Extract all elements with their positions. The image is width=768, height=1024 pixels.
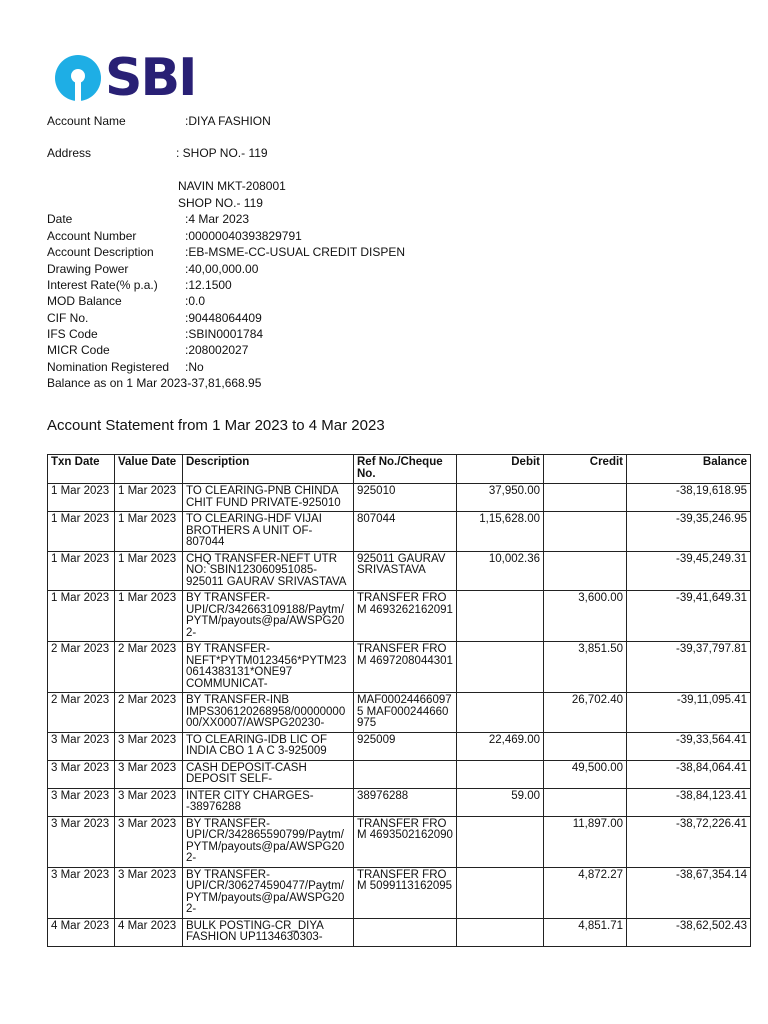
cell-description: TO CLEARING-HDF VIJAI BROTHERS A UNIT OF-807044 <box>183 512 354 552</box>
cell-txn-date: 2 Mar 2023 <box>48 693 115 733</box>
cell-value-date: 1 Mar 2023 <box>115 551 183 591</box>
cell-debit <box>457 816 544 867</box>
cell-txn-date: 3 Mar 2023 <box>48 788 115 816</box>
cell-balance: -39,35,246.95 <box>627 512 751 552</box>
cell-description: BY TRANSFER-NEFT*PYTM0123456*PYTM230614383131*ONE97 COMMUNICAT- <box>183 642 354 693</box>
account-value: NAVIN MKT-208001 <box>178 179 286 193</box>
cell-balance: -38,67,354.14 <box>627 867 751 918</box>
account-label: CIF No. <box>47 311 89 325</box>
cell-debit <box>457 693 544 733</box>
cell-debit: 59.00 <box>457 788 544 816</box>
cell-ref-no: TRANSFER FROM 4693502162090 <box>354 816 457 867</box>
account-label: Interest Rate(% p.a.) <box>47 278 158 292</box>
sbi-logo <box>55 48 196 108</box>
account-label: Account Description <box>47 245 154 259</box>
cell-credit: 3,851.50 <box>544 642 627 693</box>
cell-credit: 4,851.71 <box>544 918 627 946</box>
cell-balance: -38,62,502.43 <box>627 918 751 946</box>
account-value: :90448064409 <box>185 311 262 325</box>
cell-value-date: 2 Mar 2023 <box>115 693 183 733</box>
cell-description: BULK POSTING-CR_DIYA FASHION UP1134630303- <box>183 918 354 946</box>
cell-credit <box>544 512 627 552</box>
cell-value-date: 1 Mar 2023 <box>115 484 183 512</box>
cell-balance: -39,11,095.41 <box>627 693 751 733</box>
table-row <box>48 512 751 552</box>
cell-description: BY TRANSFER-UPI/CR/342663109188/Paytm/PYTM/payouts@pa/AWSPG202- <box>183 591 354 642</box>
table-header-row <box>48 455 751 484</box>
account-value: SHOP NO.- 119 <box>178 196 263 210</box>
cell-credit: 11,897.00 <box>544 816 627 867</box>
cell-credit <box>544 484 627 512</box>
cell-description: INTER CITY CHARGES--38976288 <box>183 788 354 816</box>
header-ref-no: Ref No./Cheque No. <box>354 455 457 484</box>
cell-ref-no <box>354 918 457 946</box>
table-row <box>48 693 751 733</box>
cell-description: BY TRANSFER-UPI/CR/306274590477/Paytm/PYTM/payouts@pa/AWSPG202- <box>183 867 354 918</box>
cell-credit: 4,872.27 <box>544 867 627 918</box>
account-value: :EB-MSME-CC-USUAL CREDIT DISPEN <box>185 245 406 259</box>
cell-balance: -39,45,249.31 <box>627 551 751 591</box>
cell-ref-no: TRANSFER FROM 4693262162091 <box>354 591 457 642</box>
table-row <box>48 788 751 816</box>
cell-value-date: 3 Mar 2023 <box>115 760 183 788</box>
cell-ref-no: MAF000244660975 MAF000244660975 <box>354 693 457 733</box>
cell-debit <box>457 591 544 642</box>
cell-txn-date: 1 Mar 2023 <box>48 591 115 642</box>
cell-credit: 26,702.40 <box>544 693 627 733</box>
cell-debit: 37,950.00 <box>457 484 544 512</box>
account-label: Account Number <box>47 229 137 243</box>
cell-description: CHQ TRANSFER-NEFT UTR NO: SBIN123060951085-925011 GAURAV SRIVASTAVA <box>183 551 354 591</box>
account-value: :No <box>185 360 204 374</box>
account-label: Address <box>47 146 92 160</box>
header-description: Description <box>183 455 354 484</box>
cell-ref-no: 38976288 <box>354 788 457 816</box>
cell-ref-no: TRANSFER FROM 5099113162095 <box>354 867 457 918</box>
account-label: MOD Balance <box>47 294 122 308</box>
cell-txn-date: 3 Mar 2023 <box>48 760 115 788</box>
cell-ref-no: 925011 GAURAV SRIVASTAVA <box>354 551 457 591</box>
cell-value-date: 4 Mar 2023 <box>115 918 183 946</box>
account-label: Date <box>47 212 73 226</box>
cell-description: BY TRANSFER-INB IMPS306120268958/0000000000/XX0007/AWSPG20230- <box>183 693 354 733</box>
cell-txn-date: 1 Mar 2023 <box>48 551 115 591</box>
cell-txn-date: 2 Mar 2023 <box>48 642 115 693</box>
account-label: MICR Code <box>47 343 110 357</box>
transactions-table <box>47 454 751 947</box>
account-value: :40,00,000.00 <box>185 262 259 276</box>
table-row <box>48 591 751 642</box>
cell-value-date: 3 Mar 2023 <box>115 816 183 867</box>
cell-txn-date: 1 Mar 2023 <box>48 484 115 512</box>
cell-description: TO CLEARING-PNB CHINDA CHIT FUND PRIVATE-925010 <box>183 484 354 512</box>
account-value: :-37,81,668.95 <box>184 376 262 390</box>
sbi-keyhole-logo-icon <box>55 55 101 101</box>
cell-ref-no: TRANSFER FROM 4697208044301 <box>354 642 457 693</box>
cell-value-date: 1 Mar 2023 <box>115 512 183 552</box>
account-value: : SHOP NO.- 119 <box>176 146 268 160</box>
cell-txn-date: 3 Mar 2023 <box>48 867 115 918</box>
cell-balance: -38,84,064.41 <box>627 760 751 788</box>
cell-txn-date: 3 Mar 2023 <box>48 816 115 867</box>
cell-debit <box>457 867 544 918</box>
cell-txn-date: 3 Mar 2023 <box>48 732 115 760</box>
cell-ref-no <box>354 760 457 788</box>
account-label: Balance as on 1 Mar 2023 <box>47 376 188 390</box>
statement-title: Account Statement from 1 Mar 2023 to 4 Mar 2023 <box>47 417 385 434</box>
cell-txn-date: 4 Mar 2023 <box>48 918 115 946</box>
header-txn-date: Txn Date <box>48 455 115 484</box>
cell-balance: -38,72,226.41 <box>627 816 751 867</box>
table-row <box>48 642 751 693</box>
account-value: :12.1500 <box>185 278 232 292</box>
cell-description: CASH DEPOSIT-CASH DEPOSIT SELF- <box>183 760 354 788</box>
table-row <box>48 918 751 946</box>
account-value: :208002027 <box>185 343 249 357</box>
cell-ref-no: 925009 <box>354 732 457 760</box>
cell-debit: 1,15,628.00 <box>457 512 544 552</box>
account-value: :0.0 <box>185 294 206 308</box>
cell-balance: -38,84,123.41 <box>627 788 751 816</box>
table-row <box>48 867 751 918</box>
cell-credit <box>544 732 627 760</box>
header-value-date: Value Date <box>115 455 183 484</box>
header-debit: Debit <box>457 455 544 484</box>
cell-value-date: 3 Mar 2023 <box>115 867 183 918</box>
header-balance: Balance <box>627 455 751 484</box>
account-value: :DIYA FASHION <box>185 114 271 128</box>
account-value: :00000040393829791 <box>185 229 302 243</box>
cell-debit: 22,469.00 <box>457 732 544 760</box>
header-credit: Credit <box>544 455 627 484</box>
brand-name: SBI <box>105 48 196 108</box>
cell-balance: -39,33,564.41 <box>627 732 751 760</box>
table-row <box>48 551 751 591</box>
cell-value-date: 3 Mar 2023 <box>115 788 183 816</box>
cell-debit: 10,002.36 <box>457 551 544 591</box>
cell-value-date: 3 Mar 2023 <box>115 732 183 760</box>
cell-description: BY TRANSFER-UPI/CR/342865590799/Paytm/PYTM/payouts@pa/AWSPG202- <box>183 816 354 867</box>
cell-credit: 49,500.00 <box>544 760 627 788</box>
cell-txn-date: 1 Mar 2023 <box>48 512 115 552</box>
account-label: Account Name <box>47 114 126 128</box>
cell-credit <box>544 551 627 591</box>
cell-credit <box>544 788 627 816</box>
cell-ref-no: 925010 <box>354 484 457 512</box>
account-value: :SBIN0001784 <box>185 327 264 341</box>
cell-balance: -39,37,797.81 <box>627 642 751 693</box>
table-row <box>48 732 751 760</box>
cell-description: TO CLEARING-IDB LIC OF INDIA CBO 1 A C 3-925009 <box>183 732 354 760</box>
cell-debit <box>457 642 544 693</box>
cell-balance: -39,41,649.31 <box>627 591 751 642</box>
account-value: :4 Mar 2023 <box>185 212 250 226</box>
cell-value-date: 1 Mar 2023 <box>115 591 183 642</box>
account-label: IFS Code <box>47 327 98 341</box>
account-label: Drawing Power <box>47 262 129 276</box>
cell-debit <box>457 760 544 788</box>
cell-debit <box>457 918 544 946</box>
account-label: Nomination Registered <box>47 360 170 374</box>
table-row <box>48 484 751 512</box>
cell-ref-no: 807044 <box>354 512 457 552</box>
cell-credit: 3,600.00 <box>544 591 627 642</box>
table-row <box>48 816 751 867</box>
table-row <box>48 760 751 788</box>
cell-balance: -38,19,618.95 <box>627 484 751 512</box>
cell-value-date: 2 Mar 2023 <box>115 642 183 693</box>
